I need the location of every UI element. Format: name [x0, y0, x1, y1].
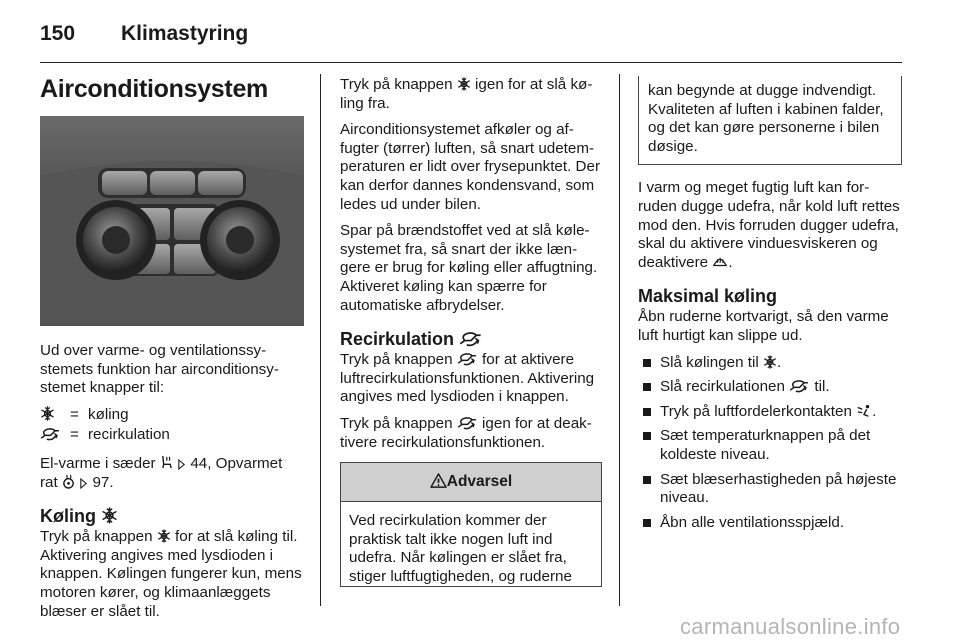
watermark: carmanualsonline.info: [680, 614, 901, 639]
page-ref-arrow-icon: [79, 478, 88, 489]
column-right: [638, 76, 902, 538]
page-ref[interactable]: 44: [190, 454, 208, 472]
recirculation-icon: [457, 417, 478, 430]
legend-label-recirculation: recirkulation: [88, 426, 170, 444]
cross-reference: El-varme i sæder 44, Opvarmet rat 97.: [40, 454, 283, 491]
warning-box: [340, 462, 602, 587]
snowflake-icon: [457, 77, 471, 91]
warning-continuation-box: kan begynde at dugge indvendigt. Kvaliteten af luften i kabinen falder, og det kan gøre personerne i bilen døsige.: [638, 76, 902, 165]
chapter-title: Klimastyring: [121, 22, 249, 45]
recirc-off-text: Tryk på knappen igen for at deaktivere recirkulationsfunktionen.: [340, 414, 592, 451]
heated-wheel-icon: [62, 474, 75, 489]
heated-seat-icon: [160, 455, 173, 470]
recirc-on-text: Tryk på knappen for at aktivere luftrecirkulationsfunktionen. Aktivering angives med lysdioden i knappen.: [340, 351, 595, 406]
list-item: Sæt temperaturknappen på det koldeste niveau.: [638, 427, 902, 464]
legend-sep: =: [70, 405, 79, 423]
column-middle: [340, 76, 602, 587]
list-item: Slå recirkulationen til.: [638, 378, 902, 397]
list-item: Åbn alle ventilationsspjæld.: [638, 514, 902, 533]
cooling-off-text: Tryk på knappen igen for at slå køling fra.: [340, 76, 593, 112]
fog-text: I varm og meget fugtig luft kan forruden dugge udefra, når kold luft rettes mod den. Hvis forruden dugger udefra, skal du aktivere vinduesviskeren og deaktivere .: [638, 179, 900, 271]
icon-legend: [40, 406, 304, 445]
climate-control-panel-photo: [40, 116, 304, 326]
max-cooling-heading: Maksimal køling: [638, 286, 778, 307]
list-item: Sæt blæserhastigheden på højeste niveau.: [638, 471, 902, 508]
snowflake-icon: [40, 406, 55, 421]
snowflake-icon: [763, 355, 777, 369]
windscreen-defog-icon: [712, 255, 728, 269]
intro-text: Ud over varme- og ventilationssystemets funktion har airconditionsystemet knapper til:: [40, 342, 279, 397]
page-ref-arrow-icon: [177, 459, 186, 470]
legend-label-cooling: køling: [88, 405, 129, 423]
page-header: [40, 18, 902, 63]
recirculation-icon: [459, 332, 483, 347]
recirculation-icon: [457, 353, 478, 366]
warning-text: Ved recirkulation kommer der praktisk talt ikke nogen luft ind udefra. Når kølingen er slået fra, stiger luftfugtigheden, og ruderne: [349, 512, 572, 585]
column-left: [40, 74, 304, 629]
page-ref[interactable]: 97.: [92, 473, 114, 491]
snowflake-icon: [157, 529, 171, 543]
warning-header: Advarsel: [341, 463, 601, 502]
recirculation-heading: Recirkulation: [340, 329, 602, 350]
paragraph: Airconditionsystemet afkøler og affugter (tørrer) luften, så snart udetemperaturen er lidt over frysepunktet. Der kan derfor dannes kondensvand, som ledes ud under bilen.: [340, 121, 600, 213]
max-cooling-intro: Åbn ruderne kortvarigt, så den varme luft hurtigt kan slippe ud.: [638, 308, 889, 344]
recirculation-icon: [789, 380, 810, 393]
paragraph: Spar på brændstoffet ved at slå kølesystemet fra, så snart der ikke længere er brug for køling eller affugtning. Aktiveret køling kan spærre for automatiske afbrydelser.: [340, 222, 598, 314]
cooling-heading: Køling: [40, 506, 304, 527]
list-item: Tryk på luftfordelerkontakten .: [638, 403, 902, 422]
column-divider: [619, 74, 620, 606]
air-distribution-icon: [856, 404, 872, 418]
section-title: Airconditionsystem: [40, 75, 268, 103]
snowflake-icon: [101, 507, 118, 524]
legend-sep: =: [70, 426, 79, 444]
warning-icon: [430, 473, 447, 488]
list-item: Slå kølingen til .: [638, 354, 902, 373]
recirculation-icon: [40, 428, 61, 441]
column-divider: [320, 74, 321, 606]
max-cooling-steps: [638, 354, 902, 533]
cooling-text: Tryk på knappen for at slå køling til. Aktivering angives med lysdioden i knappen. Kølingen fungerer kun, mens motoren kører, og klimaanlæggets blæser er slået til.: [40, 528, 302, 620]
page-number: 150: [40, 22, 76, 45]
